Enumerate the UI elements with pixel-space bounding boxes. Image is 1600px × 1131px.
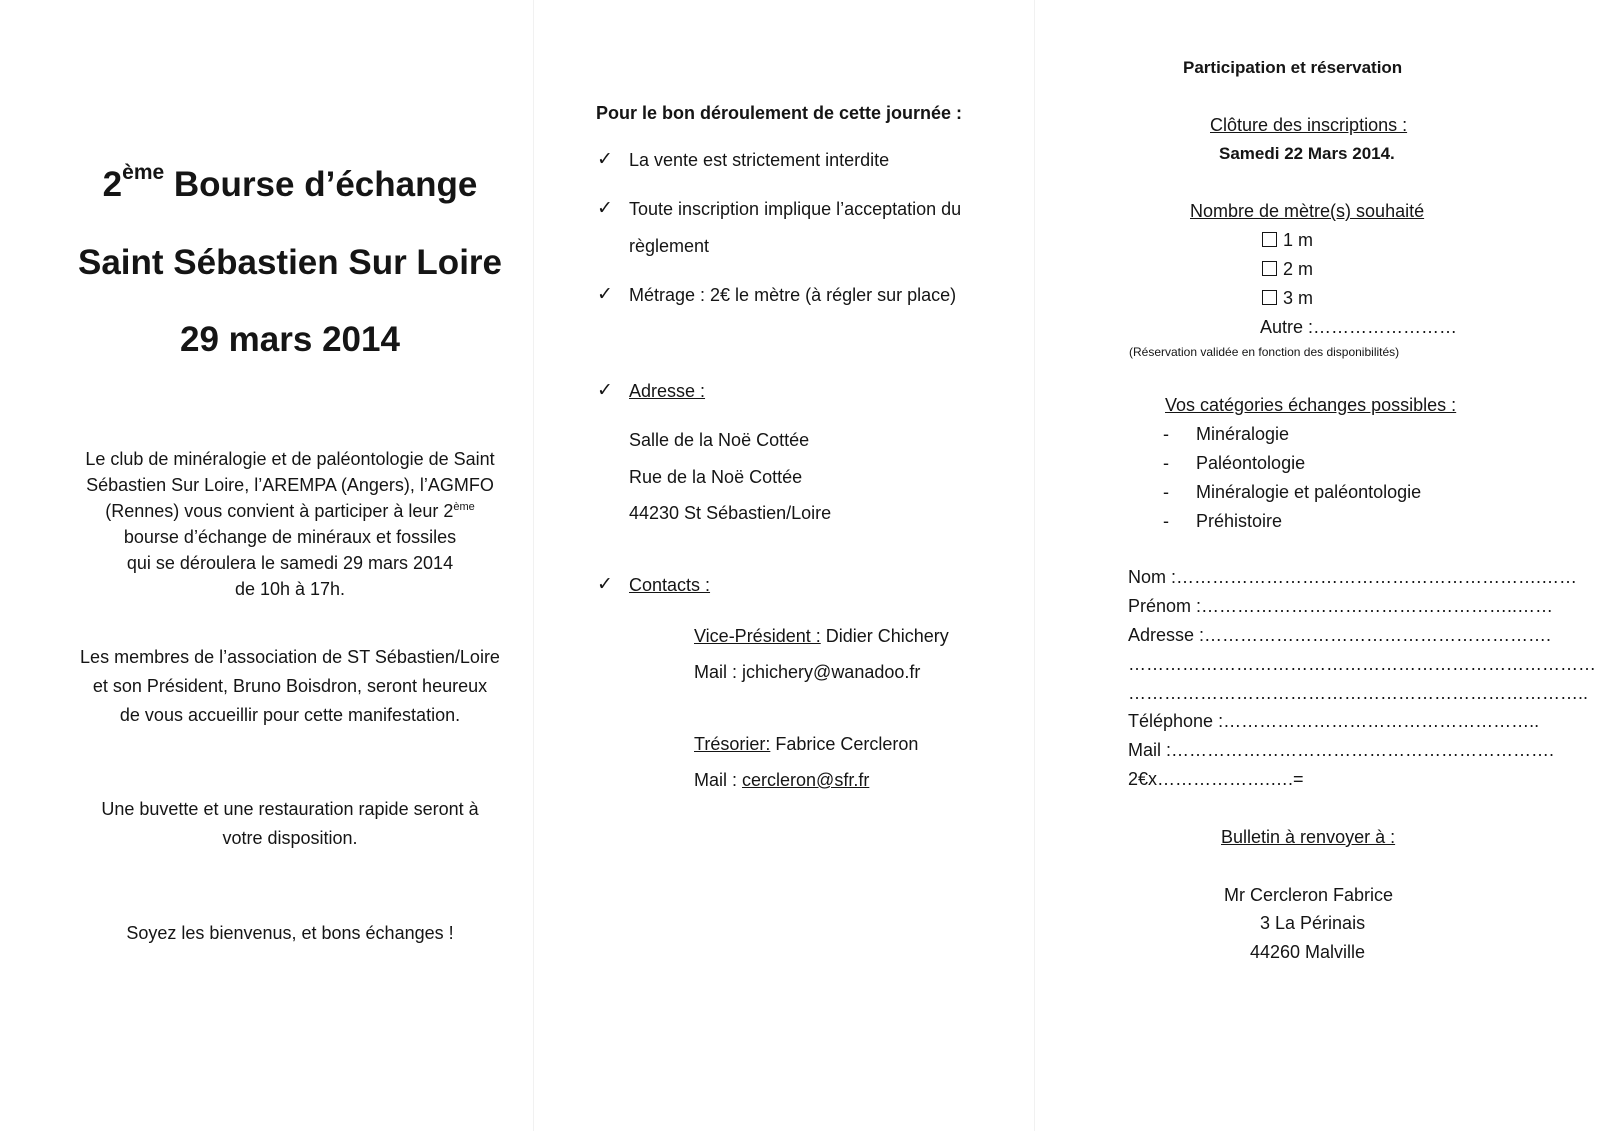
rule-pricing: Métrage : 2€ le mètre (à régler sur place) <box>629 285 957 305</box>
intro-line: bourse d’échange de minéraux et fossiles <box>123 527 457 547</box>
bullet-dash: - <box>1163 482 1169 502</box>
meter-option-2[interactable]: 2 m <box>1262 259 1313 280</box>
intro-line: Le club de minéralogie et de paléontologie de Saint <box>85 449 495 469</box>
event-location: Saint Sébastien Sur Loire <box>78 243 502 282</box>
send-to-label: Bulletin à renvoyer à : <box>1221 827 1396 847</box>
vice-president-mail <box>694 662 920 683</box>
checkbox-icon[interactable] <box>1262 290 1277 305</box>
treasurer-name: Fabrice Cercleron <box>775 734 919 754</box>
vice-president-email[interactable]: jchichery@wanadoo.fr <box>742 662 921 682</box>
intro-line: de 10h à 17h. <box>234 579 346 599</box>
treasurer-label: Trésorier: <box>694 734 771 754</box>
treasurer-mail <box>694 770 869 791</box>
welcome-text: Soyez les bienvenus, et bons échanges ! <box>126 923 454 943</box>
address-line: Salle de la Noë Cottée <box>629 430 810 450</box>
address-line: Rue de la Noë Cottée <box>629 467 803 487</box>
vice-president-name: Didier Chichery <box>825 626 949 646</box>
bullet-dash: - <box>1163 511 1169 531</box>
address-line: 44230 St Sébastien/Loire <box>629 503 832 523</box>
check-icon: ✓ <box>597 574 613 595</box>
meter-option-1[interactable]: 1 m <box>1262 230 1313 251</box>
address-field-line-3[interactable]: ………………………………………………………………….. <box>1128 683 1589 703</box>
firstname-field[interactable]: Prénom :……………………………………………..…… <box>1128 596 1554 616</box>
send-to-name: Mr Cercleron Fabrice <box>1224 885 1394 905</box>
name-field[interactable]: Nom :…………………………………………………….…… <box>1128 567 1578 587</box>
intro-paragraph <box>40 446 540 602</box>
category-item: Paléontologie <box>1196 453 1306 473</box>
event-title <box>40 161 540 205</box>
intro-line: qui se déroulera le samedi 29 mars 2014 <box>126 553 454 573</box>
event-date: 29 mars 2014 <box>180 320 400 359</box>
treasurer-contact <box>694 734 918 755</box>
title-text: Bourse d’échange <box>173 165 478 204</box>
mail-label: Mail : <box>694 770 743 790</box>
check-icon: ✓ <box>597 284 613 305</box>
price-field[interactable]: 2€x……………….….= <box>1128 769 1304 789</box>
buvette-line: Une buvette et une restauration rapide seront à <box>101 799 479 819</box>
members-line: et son Président, Bruno Boisdron, seront heureux <box>92 676 488 696</box>
buvette-line: votre disposition. <box>222 828 358 848</box>
buvette-paragraph <box>40 795 540 853</box>
closing-date: Samedi 22 Mars 2014. <box>1219 144 1395 163</box>
members-line: de vous accueillir pour cette manifestation. <box>119 705 461 725</box>
vice-president-contact <box>694 626 949 647</box>
check-icon: ✓ <box>597 198 613 219</box>
middle-panel <box>596 0 1040 1131</box>
address-label: Adresse : <box>629 381 706 401</box>
send-to-city: 44260 Malville <box>1250 942 1366 962</box>
email-field[interactable]: Mail :………………………………………………………. <box>1128 740 1555 760</box>
bullet-dash: - <box>1163 424 1169 444</box>
address-field[interactable]: Adresse :…………………………………………………. <box>1128 625 1552 645</box>
participation-heading: Participation et réservation <box>1183 58 1403 77</box>
category-item: Minéralogie <box>1196 424 1290 444</box>
meter-other-field[interactable]: Autre :…………………… <box>1260 317 1458 337</box>
title-ordinal-suffix: ème <box>122 161 165 184</box>
category-item: Minéralogie et paléontologie <box>1196 482 1422 502</box>
title-ordinal: 2 <box>102 165 123 204</box>
treasurer-email-link[interactable]: cercleron@sfr.fr <box>742 770 870 790</box>
categories-label: Vos catégories échanges possibles : <box>1165 395 1457 415</box>
category-item: Préhistoire <box>1196 511 1283 531</box>
vice-president-label: Vice-Président : <box>694 626 821 646</box>
members-line: Les membres de l’association de ST Sébastien/Loire <box>80 647 500 667</box>
meter-option-3[interactable]: 3 m <box>1262 288 1313 309</box>
send-to-street: 3 La Périnais <box>1260 913 1366 933</box>
bullet-dash: - <box>1163 453 1169 473</box>
rules-heading: Pour le bon déroulement de cette journée : <box>596 103 963 123</box>
check-icon: ✓ <box>597 149 613 170</box>
intro-line: (Rennes) vous convient à participer à leur 2ème <box>105 501 475 521</box>
intro-line: Sébastien Sur Loire, l’AREMPA (Angers), l’AGMFO <box>86 475 494 495</box>
checkbox-icon[interactable] <box>1262 232 1277 247</box>
reservation-note: (Réservation validée en fonction des disponibilités) <box>1129 345 1400 359</box>
phone-field[interactable]: Téléphone :…………………………………………….. <box>1128 711 1540 731</box>
mail-label: Mail : <box>694 662 743 682</box>
right-panel <box>1120 0 1596 1131</box>
closing-label: Clôture des inscriptions : <box>1210 115 1408 135</box>
left-panel <box>40 0 540 1131</box>
rule-no-sale: La vente est strictement interdite <box>629 150 890 170</box>
meters-label: Nombre de mètre(s) souhaité <box>1190 201 1425 221</box>
rule-registration-cont: règlement <box>629 236 710 256</box>
rule-registration: Toute inscription implique l’acceptation du <box>629 199 962 219</box>
checkbox-icon[interactable] <box>1262 261 1277 276</box>
members-paragraph <box>40 643 540 730</box>
check-icon: ✓ <box>597 380 613 401</box>
address-field-line-2[interactable]: …………………………………………………………………… <box>1128 654 1596 674</box>
contacts-label: Contacts : <box>629 575 711 595</box>
